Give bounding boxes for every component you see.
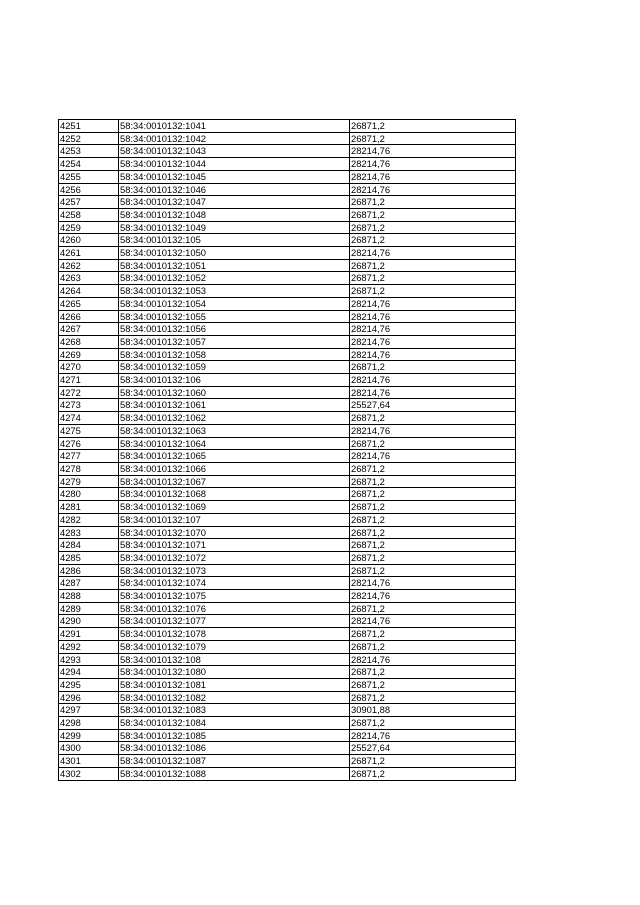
value-cell: 26871,2 [350, 488, 516, 501]
cadastral-number-cell: 58:34:0010132:1063 [119, 424, 350, 437]
value-cell: 26871,2 [350, 628, 516, 641]
row-number-cell: 4293 [59, 653, 119, 666]
value-cell: 26871,2 [350, 767, 516, 780]
table-row [59, 551, 516, 564]
row-number-cell: 4265 [59, 297, 119, 310]
value-cell: 26871,2 [350, 640, 516, 653]
value-cell: 28214,76 [350, 170, 516, 183]
cadastral-number-cell: 58:34:0010132:107 [119, 513, 350, 526]
value-cell: 28214,76 [350, 297, 516, 310]
row-number-cell: 4282 [59, 513, 119, 526]
row-number-cell: 4264 [59, 285, 119, 298]
cadastral-number-cell: 58:34:0010132:1084 [119, 717, 350, 730]
table-row [59, 285, 516, 298]
cadastral-number-cell: 58:34:0010132:1078 [119, 628, 350, 641]
row-number-cell: 4286 [59, 564, 119, 577]
value-cell: 25527,64 [350, 742, 516, 755]
row-number-cell: 4258 [59, 208, 119, 221]
table-row [59, 132, 516, 145]
row-number-cell: 4284 [59, 539, 119, 552]
table-row [59, 335, 516, 348]
cadastral-number-cell: 58:34:0010132:1070 [119, 526, 350, 539]
cadastral-number-cell: 58:34:0010132:1054 [119, 297, 350, 310]
value-cell: 26871,2 [350, 526, 516, 539]
value-cell: 28214,76 [350, 183, 516, 196]
row-number-cell: 4289 [59, 602, 119, 615]
value-cell: 26871,2 [350, 539, 516, 552]
cadastral-value-table [58, 119, 516, 781]
table-row [59, 399, 516, 412]
value-cell: 28214,76 [350, 450, 516, 463]
cadastral-number-cell: 58:34:0010132:1062 [119, 412, 350, 425]
row-number-cell: 4277 [59, 450, 119, 463]
value-cell: 26871,2 [350, 272, 516, 285]
row-number-cell: 4279 [59, 475, 119, 488]
cadastral-number-cell: 58:34:0010132:1066 [119, 462, 350, 475]
value-cell: 26871,2 [350, 551, 516, 564]
row-number-cell: 4287 [59, 577, 119, 590]
value-cell: 30901,88 [350, 704, 516, 717]
cadastral-number-cell: 58:34:0010132:105 [119, 234, 350, 247]
cadastral-number-cell: 58:34:0010132:106 [119, 374, 350, 387]
table-row [59, 208, 516, 221]
row-number-cell: 4280 [59, 488, 119, 501]
table-row [59, 462, 516, 475]
row-number-cell: 4270 [59, 361, 119, 374]
value-cell: 26871,2 [350, 259, 516, 272]
value-cell: 26871,2 [350, 717, 516, 730]
value-cell: 28214,76 [350, 247, 516, 260]
cadastral-number-cell: 58:34:0010132:1071 [119, 539, 350, 552]
table-row [59, 158, 516, 171]
cadastral-number-cell: 58:34:0010132:1057 [119, 335, 350, 348]
table-row [59, 437, 516, 450]
value-cell: 28214,76 [350, 158, 516, 171]
table-row [59, 717, 516, 730]
table-row [59, 323, 516, 336]
row-number-cell: 4269 [59, 348, 119, 361]
row-number-cell: 4283 [59, 526, 119, 539]
value-cell: 28214,76 [350, 310, 516, 323]
table-row [59, 247, 516, 260]
row-number-cell: 4278 [59, 462, 119, 475]
cadastral-number-cell: 58:34:0010132:1053 [119, 285, 350, 298]
cadastral-number-cell: 58:34:0010132:1079 [119, 640, 350, 653]
row-number-cell: 4292 [59, 640, 119, 653]
value-cell: 26871,2 [350, 462, 516, 475]
table-body [59, 120, 516, 781]
row-number-cell: 4253 [59, 145, 119, 158]
row-number-cell: 4267 [59, 323, 119, 336]
table-row [59, 615, 516, 628]
table-row [59, 755, 516, 768]
row-number-cell: 4281 [59, 501, 119, 514]
row-number-cell: 4296 [59, 691, 119, 704]
row-number-cell: 4272 [59, 386, 119, 399]
table-row [59, 691, 516, 704]
table-row [59, 170, 516, 183]
value-cell: 26871,2 [350, 221, 516, 234]
value-cell: 28214,76 [350, 729, 516, 742]
table-row [59, 640, 516, 653]
table-row [59, 577, 516, 590]
table-row [59, 348, 516, 361]
cadastral-number-cell: 58:34:0010132:1077 [119, 615, 350, 628]
cadastral-number-cell: 58:34:0010132:1073 [119, 564, 350, 577]
value-cell: 28214,76 [350, 348, 516, 361]
row-number-cell: 4266 [59, 310, 119, 323]
table-row [59, 488, 516, 501]
table-row [59, 361, 516, 374]
value-cell: 28214,76 [350, 590, 516, 603]
table-row [59, 120, 516, 133]
row-number-cell: 4255 [59, 170, 119, 183]
row-number-cell: 4294 [59, 666, 119, 679]
table-row [59, 513, 516, 526]
table-row [59, 259, 516, 272]
row-number-cell: 4276 [59, 437, 119, 450]
table-row [59, 221, 516, 234]
row-number-cell: 4298 [59, 717, 119, 730]
row-number-cell: 4300 [59, 742, 119, 755]
row-number-cell: 4262 [59, 259, 119, 272]
value-cell: 25527,64 [350, 399, 516, 412]
value-cell: 28214,76 [350, 424, 516, 437]
row-number-cell: 4302 [59, 767, 119, 780]
value-cell: 28214,76 [350, 615, 516, 628]
cadastral-number-cell: 58:34:0010132:1065 [119, 450, 350, 463]
row-number-cell: 4261 [59, 247, 119, 260]
cadastral-number-cell: 58:34:0010132:1087 [119, 755, 350, 768]
row-number-cell: 4268 [59, 335, 119, 348]
table-row [59, 539, 516, 552]
value-cell: 26871,2 [350, 437, 516, 450]
table-row [59, 374, 516, 387]
table-row [59, 704, 516, 717]
cadastral-number-cell: 58:34:0010132:1049 [119, 221, 350, 234]
row-number-cell: 4251 [59, 120, 119, 133]
table-row [59, 653, 516, 666]
table-row [59, 564, 516, 577]
cadastral-number-cell: 58:34:0010132:108 [119, 653, 350, 666]
cadastral-number-cell: 58:34:0010132:1052 [119, 272, 350, 285]
cadastral-number-cell: 58:34:0010132:1041 [119, 120, 350, 133]
table-row [59, 526, 516, 539]
cadastral-number-cell: 58:34:0010132:1080 [119, 666, 350, 679]
row-number-cell: 4299 [59, 729, 119, 742]
cadastral-number-cell: 58:34:0010132:1050 [119, 247, 350, 260]
row-number-cell: 4295 [59, 678, 119, 691]
table-row [59, 386, 516, 399]
cadastral-number-cell: 58:34:0010132:1085 [119, 729, 350, 742]
row-number-cell: 4275 [59, 424, 119, 437]
value-cell: 26871,2 [350, 196, 516, 209]
cadastral-number-cell: 58:34:0010132:1069 [119, 501, 350, 514]
value-cell: 28214,76 [350, 653, 516, 666]
table-row [59, 412, 516, 425]
table-row [59, 590, 516, 603]
table-row [59, 678, 516, 691]
row-number-cell: 4256 [59, 183, 119, 196]
cadastral-number-cell: 58:34:0010132:1058 [119, 348, 350, 361]
value-cell: 26871,2 [350, 234, 516, 247]
cadastral-number-cell: 58:34:0010132:1088 [119, 767, 350, 780]
cadastral-number-cell: 58:34:0010132:1067 [119, 475, 350, 488]
value-cell: 26871,2 [350, 208, 516, 221]
value-cell: 26871,2 [350, 120, 516, 133]
table-row [59, 501, 516, 514]
table-row [59, 602, 516, 615]
cadastral-number-cell: 58:34:0010132:1072 [119, 551, 350, 564]
value-cell: 28214,76 [350, 386, 516, 399]
cadastral-number-cell: 58:34:0010132:1042 [119, 132, 350, 145]
value-cell: 26871,2 [350, 602, 516, 615]
cadastral-number-cell: 58:34:0010132:1076 [119, 602, 350, 615]
cadastral-number-cell: 58:34:0010132:1081 [119, 678, 350, 691]
table-row [59, 196, 516, 209]
value-cell: 28214,76 [350, 323, 516, 336]
cadastral-number-cell: 58:34:0010132:1082 [119, 691, 350, 704]
row-number-cell: 4260 [59, 234, 119, 247]
cadastral-number-cell: 58:34:0010132:1074 [119, 577, 350, 590]
cadastral-number-cell: 58:34:0010132:1056 [119, 323, 350, 336]
cadastral-number-cell: 58:34:0010132:1046 [119, 183, 350, 196]
value-cell: 26871,2 [350, 132, 516, 145]
row-number-cell: 4263 [59, 272, 119, 285]
row-number-cell: 4290 [59, 615, 119, 628]
cadastral-number-cell: 58:34:0010132:1059 [119, 361, 350, 374]
row-number-cell: 4301 [59, 755, 119, 768]
cadastral-number-cell: 58:34:0010132:1061 [119, 399, 350, 412]
cadastral-number-cell: 58:34:0010132:1045 [119, 170, 350, 183]
value-cell: 28214,76 [350, 145, 516, 158]
table-row [59, 767, 516, 780]
value-cell: 28214,76 [350, 374, 516, 387]
table-row [59, 272, 516, 285]
value-cell: 26871,2 [350, 513, 516, 526]
cadastral-number-cell: 58:34:0010132:1048 [119, 208, 350, 221]
table-row [59, 628, 516, 641]
row-number-cell: 4285 [59, 551, 119, 564]
row-number-cell: 4274 [59, 412, 119, 425]
cadastral-number-cell: 58:34:0010132:1055 [119, 310, 350, 323]
value-cell: 26871,2 [350, 755, 516, 768]
table-row [59, 310, 516, 323]
row-number-cell: 4257 [59, 196, 119, 209]
table-row [59, 742, 516, 755]
table-row [59, 297, 516, 310]
value-cell: 28214,76 [350, 335, 516, 348]
cadastral-number-cell: 58:34:0010132:1068 [119, 488, 350, 501]
cadastral-number-cell: 58:34:0010132:1075 [119, 590, 350, 603]
table-row [59, 666, 516, 679]
cadastral-number-cell: 58:34:0010132:1060 [119, 386, 350, 399]
row-number-cell: 4259 [59, 221, 119, 234]
cadastral-number-cell: 58:34:0010132:1044 [119, 158, 350, 171]
value-cell: 26871,2 [350, 361, 516, 374]
row-number-cell: 4271 [59, 374, 119, 387]
row-number-cell: 4252 [59, 132, 119, 145]
value-cell: 26871,2 [350, 412, 516, 425]
cadastral-number-cell: 58:34:0010132:1086 [119, 742, 350, 755]
row-number-cell: 4254 [59, 158, 119, 171]
value-cell: 28214,76 [350, 577, 516, 590]
row-number-cell: 4288 [59, 590, 119, 603]
value-cell: 26871,2 [350, 501, 516, 514]
cadastral-number-cell: 58:34:0010132:1083 [119, 704, 350, 717]
value-cell: 26871,2 [350, 691, 516, 704]
table-row [59, 234, 516, 247]
row-number-cell: 4273 [59, 399, 119, 412]
cadastral-number-cell: 58:34:0010132:1051 [119, 259, 350, 272]
table-row [59, 183, 516, 196]
table-row [59, 450, 516, 463]
cadastral-number-cell: 58:34:0010132:1043 [119, 145, 350, 158]
row-number-cell: 4291 [59, 628, 119, 641]
value-cell: 26871,2 [350, 666, 516, 679]
value-cell: 26871,2 [350, 678, 516, 691]
cadastral-number-cell: 58:34:0010132:1064 [119, 437, 350, 450]
row-number-cell: 4297 [59, 704, 119, 717]
table-row [59, 475, 516, 488]
cadastral-number-cell: 58:34:0010132:1047 [119, 196, 350, 209]
value-cell: 26871,2 [350, 475, 516, 488]
table-row [59, 729, 516, 742]
table-row [59, 145, 516, 158]
value-cell: 26871,2 [350, 285, 516, 298]
table-row [59, 424, 516, 437]
value-cell: 26871,2 [350, 564, 516, 577]
